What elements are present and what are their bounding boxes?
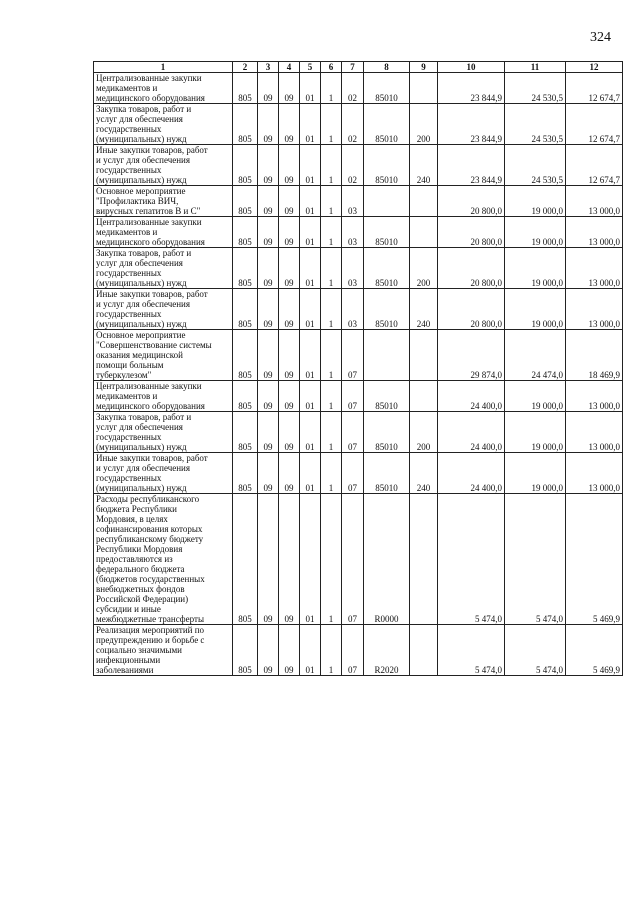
- amount-year-1: 5 474,0: [438, 625, 505, 676]
- expense-type-code: 240: [410, 145, 438, 186]
- row-description: [94, 330, 233, 381]
- section-code: 09: [258, 494, 279, 625]
- table-row: [94, 145, 623, 186]
- row-description: [94, 104, 233, 145]
- description-line: федерального бюджета: [96, 564, 185, 574]
- amount-year-1: 23 844,9: [438, 104, 505, 145]
- amount-year-3: 13 000,0: [566, 289, 623, 330]
- table-row: [94, 625, 623, 676]
- direction-code: 85010: [364, 381, 410, 412]
- direction-code: [364, 186, 410, 217]
- description-line: Централизованные закупки: [96, 73, 202, 83]
- event-code: 07: [342, 494, 364, 625]
- col-header: 7: [342, 62, 364, 73]
- subsection-code: 09: [279, 381, 300, 412]
- amount-year-2: 19 000,0: [505, 248, 566, 289]
- table-row: [94, 494, 623, 625]
- expense-type-code: 200: [410, 104, 438, 145]
- amount-year-2: 19 000,0: [505, 289, 566, 330]
- description-line: софинансирования которых: [96, 524, 203, 534]
- expense-type-code: [410, 73, 438, 104]
- table-row: [94, 104, 623, 145]
- expense-type-code: [410, 494, 438, 625]
- description-line: Иные закупки товаров, работ: [96, 289, 208, 299]
- row-description: [94, 217, 233, 248]
- col-header: 2: [233, 62, 258, 73]
- description-line: и услуг для обеспечения: [96, 299, 191, 309]
- description-line: государственных: [96, 165, 162, 175]
- expense-type-code: [410, 217, 438, 248]
- col-header: 4: [279, 62, 300, 73]
- direction-code: [364, 330, 410, 381]
- admin-code: 805: [233, 248, 258, 289]
- description-line: "Совершенствование системы: [96, 340, 212, 350]
- col-header: 11: [505, 62, 566, 73]
- event-code: 02: [342, 73, 364, 104]
- subprogram-code: 1: [321, 248, 342, 289]
- row-description: [94, 73, 233, 104]
- table-row: [94, 330, 623, 381]
- event-code: 07: [342, 625, 364, 676]
- description-line: Расходы республиканского: [96, 494, 200, 504]
- header-row: [94, 62, 623, 73]
- subprogram-code: 1: [321, 145, 342, 186]
- program-code: 01: [300, 145, 321, 186]
- subprogram-code: 1: [321, 330, 342, 381]
- expense-type-code: [410, 186, 438, 217]
- description-line: (муниципальных) нужд: [96, 134, 187, 144]
- admin-code: 805: [233, 145, 258, 186]
- event-code: 07: [342, 330, 364, 381]
- amount-year-1: 23 844,9: [438, 73, 505, 104]
- row-description: [94, 289, 233, 330]
- description-line: субсидии и иные: [96, 604, 161, 614]
- table-row: [94, 248, 623, 289]
- description-line: социально значимыми: [96, 645, 182, 655]
- amount-year-1: 20 800,0: [438, 289, 505, 330]
- subsection-code: 09: [279, 453, 300, 494]
- expense-type-code: [410, 625, 438, 676]
- admin-code: 805: [233, 453, 258, 494]
- subprogram-code: 1: [321, 625, 342, 676]
- program-code: 01: [300, 289, 321, 330]
- admin-code: 805: [233, 625, 258, 676]
- event-code: 07: [342, 381, 364, 412]
- admin-code: 805: [233, 186, 258, 217]
- subprogram-code: 1: [321, 186, 342, 217]
- amount-year-3: 13 000,0: [566, 186, 623, 217]
- section-code: 09: [258, 73, 279, 104]
- expense-type-code: 240: [410, 289, 438, 330]
- expense-type-code: 200: [410, 412, 438, 453]
- description-line: Реализация мероприятий по: [96, 625, 205, 635]
- description-line: инфекционными: [96, 655, 161, 665]
- section-code: 09: [258, 412, 279, 453]
- description-line: Иные закупки товаров, работ: [96, 145, 208, 155]
- amount-year-1: 23 844,9: [438, 145, 505, 186]
- description-line: Закупка товаров, работ и: [96, 248, 192, 258]
- section-code: 09: [258, 625, 279, 676]
- subsection-code: 09: [279, 104, 300, 145]
- amount-year-1: 5 474,0: [438, 494, 505, 625]
- description-line: Основное мероприятие: [96, 186, 186, 196]
- program-code: 01: [300, 494, 321, 625]
- program-code: 01: [300, 625, 321, 676]
- description-line: (муниципальных) нужд: [96, 175, 187, 185]
- subprogram-code: 1: [321, 104, 342, 145]
- row-description: [94, 186, 233, 217]
- subprogram-code: 1: [321, 412, 342, 453]
- amount-year-2: 5 474,0: [505, 625, 566, 676]
- row-description: [94, 494, 233, 625]
- description-line: Централизованные закупки: [96, 217, 202, 227]
- description-line: медицинского оборудования: [96, 401, 205, 411]
- amount-year-1: 24 400,0: [438, 412, 505, 453]
- description-line: Закупка товаров, работ и: [96, 412, 192, 422]
- description-line: и услуг для обеспечения: [96, 155, 191, 165]
- amount-year-3: 13 000,0: [566, 248, 623, 289]
- subprogram-code: 1: [321, 217, 342, 248]
- subsection-code: 09: [279, 330, 300, 381]
- event-code: 03: [342, 186, 364, 217]
- subsection-code: 09: [279, 494, 300, 625]
- description-line: медикаментов и: [96, 391, 158, 401]
- program-code: 01: [300, 248, 321, 289]
- event-code: 07: [342, 412, 364, 453]
- description-line: "Профилактика ВИЧ,: [96, 196, 179, 206]
- subprogram-code: 1: [321, 453, 342, 494]
- amount-year-2: 24 530,5: [505, 145, 566, 186]
- section-code: 09: [258, 145, 279, 186]
- direction-code: 85010: [364, 104, 410, 145]
- row-description: [94, 625, 233, 676]
- amount-year-2: 24 530,5: [505, 104, 566, 145]
- subsection-code: 09: [279, 145, 300, 186]
- amount-year-1: 20 800,0: [438, 217, 505, 248]
- expense-type-code: [410, 381, 438, 412]
- description-line: (бюджетов государственных: [96, 574, 205, 584]
- section-code: 09: [258, 289, 279, 330]
- row-description: [94, 381, 233, 412]
- subsection-code: 09: [279, 186, 300, 217]
- admin-code: 805: [233, 412, 258, 453]
- direction-code: R0000: [364, 494, 410, 625]
- table-row: [94, 186, 623, 217]
- description-line: (муниципальных) нужд: [96, 319, 187, 329]
- amount-year-2: 19 000,0: [505, 186, 566, 217]
- admin-code: 805: [233, 73, 258, 104]
- description-line: Централизованные закупки: [96, 381, 202, 391]
- program-code: 01: [300, 73, 321, 104]
- col-header: 9: [410, 62, 438, 73]
- subsection-code: 09: [279, 289, 300, 330]
- program-code: 01: [300, 381, 321, 412]
- amount-year-3: 5 469,9: [566, 494, 623, 625]
- description-line: Иные закупки товаров, работ: [96, 453, 208, 463]
- description-line: услуг для обеспечения: [96, 114, 183, 124]
- event-code: 03: [342, 217, 364, 248]
- description-line: заболеваниями: [96, 665, 154, 675]
- description-line: медикаментов и: [96, 83, 158, 93]
- amount-year-3: 18 469,9: [566, 330, 623, 381]
- amount-year-3: 13 000,0: [566, 381, 623, 412]
- amount-year-2: 19 000,0: [505, 412, 566, 453]
- amount-year-3: 13 000,0: [566, 453, 623, 494]
- description-line: предоставляются из: [96, 554, 173, 564]
- row-description: [94, 453, 233, 494]
- description-line: (муниципальных) нужд: [96, 278, 187, 288]
- table-row: [94, 73, 623, 104]
- subprogram-code: 1: [321, 494, 342, 625]
- subprogram-code: 1: [321, 73, 342, 104]
- event-code: 02: [342, 145, 364, 186]
- admin-code: 805: [233, 104, 258, 145]
- page-number: 324: [590, 30, 611, 45]
- subsection-code: 09: [279, 73, 300, 104]
- amount-year-2: 5 474,0: [505, 494, 566, 625]
- table-row: [94, 412, 623, 453]
- description-line: республиканскому бюджету: [96, 534, 204, 544]
- description-line: Закупка товаров, работ и: [96, 104, 192, 114]
- direction-code: 85010: [364, 248, 410, 289]
- subprogram-code: 1: [321, 289, 342, 330]
- description-line: государственных: [96, 473, 162, 483]
- program-code: 01: [300, 104, 321, 145]
- amount-year-1: 29 874,0: [438, 330, 505, 381]
- description-line: государственных: [96, 432, 162, 442]
- program-code: 01: [300, 217, 321, 248]
- amount-year-3: 13 000,0: [566, 412, 623, 453]
- amount-year-3: 5 469,9: [566, 625, 623, 676]
- description-line: государственных: [96, 309, 162, 319]
- amount-year-2: 19 000,0: [505, 453, 566, 494]
- subsection-code: 09: [279, 248, 300, 289]
- amount-year-2: 19 000,0: [505, 217, 566, 248]
- description-line: оказания медицинской: [96, 350, 183, 360]
- description-line: межбюджетные трансферты: [96, 614, 204, 624]
- budget-table: [93, 61, 623, 676]
- program-code: 01: [300, 412, 321, 453]
- direction-code: 85010: [364, 453, 410, 494]
- direction-code: 85010: [364, 217, 410, 248]
- amount-year-3: 12 674,7: [566, 104, 623, 145]
- col-header: 1: [94, 62, 233, 73]
- description-line: (муниципальных) нужд: [96, 483, 187, 493]
- event-code: 07: [342, 453, 364, 494]
- section-code: 09: [258, 217, 279, 248]
- description-line: Республики Мордовия: [96, 544, 183, 554]
- section-code: 09: [258, 186, 279, 217]
- description-line: Российской Федерации): [96, 594, 189, 604]
- amount-year-3: 12 674,7: [566, 145, 623, 186]
- col-header: 5: [300, 62, 321, 73]
- program-code: 01: [300, 186, 321, 217]
- section-code: 09: [258, 330, 279, 381]
- table-row: [94, 289, 623, 330]
- event-code: 03: [342, 248, 364, 289]
- amount-year-2: 24 474,0: [505, 330, 566, 381]
- section-code: 09: [258, 248, 279, 289]
- description-line: услуг для обеспечения: [96, 422, 183, 432]
- admin-code: 805: [233, 381, 258, 412]
- program-code: 01: [300, 330, 321, 381]
- col-header: 3: [258, 62, 279, 73]
- direction-code: R2020: [364, 625, 410, 676]
- description-line: государственных: [96, 268, 162, 278]
- description-line: медицинского оборудования: [96, 237, 205, 247]
- description-line: медикаментов и: [96, 227, 158, 237]
- description-line: Мордовия, в целях: [96, 514, 168, 524]
- subprogram-code: 1: [321, 381, 342, 412]
- admin-code: 805: [233, 289, 258, 330]
- amount-year-2: 24 530,5: [505, 73, 566, 104]
- table-row: [94, 453, 623, 494]
- admin-code: 805: [233, 330, 258, 381]
- admin-code: 805: [233, 494, 258, 625]
- description-line: Основное мероприятие: [96, 330, 186, 340]
- description-line: туберкулезом": [96, 370, 152, 380]
- description-line: предупреждению и борьбе с: [96, 635, 205, 645]
- description-line: услуг для обеспечения: [96, 258, 183, 268]
- expense-type-code: 200: [410, 248, 438, 289]
- col-header: 10: [438, 62, 505, 73]
- description-line: (муниципальных) нужд: [96, 442, 187, 452]
- expense-type-code: 240: [410, 453, 438, 494]
- col-header: 12: [566, 62, 623, 73]
- expense-type-code: [410, 330, 438, 381]
- col-header: 8: [364, 62, 410, 73]
- row-description: [94, 145, 233, 186]
- description-line: и услуг для обеспечения: [96, 463, 191, 473]
- amount-year-1: 20 800,0: [438, 186, 505, 217]
- table-row: [94, 217, 623, 248]
- direction-code: 85010: [364, 289, 410, 330]
- section-code: 09: [258, 104, 279, 145]
- description-line: помощи больным: [96, 360, 164, 370]
- amount-year-3: 12 674,7: [566, 73, 623, 104]
- event-code: 03: [342, 289, 364, 330]
- table-row: [94, 381, 623, 412]
- description-line: внебюджетных фондов: [96, 584, 185, 594]
- subsection-code: 09: [279, 217, 300, 248]
- amount-year-2: 19 000,0: [505, 381, 566, 412]
- col-header: 6: [321, 62, 342, 73]
- section-code: 09: [258, 453, 279, 494]
- subsection-code: 09: [279, 625, 300, 676]
- row-description: [94, 248, 233, 289]
- subsection-code: 09: [279, 412, 300, 453]
- amount-year-1: 24 400,0: [438, 453, 505, 494]
- section-code: 09: [258, 381, 279, 412]
- description-line: вирусных гепатитов В и С": [96, 206, 201, 216]
- program-code: 01: [300, 453, 321, 494]
- amount-year-1: 20 800,0: [438, 248, 505, 289]
- amount-year-3: 13 000,0: [566, 217, 623, 248]
- description-line: бюджета Республики: [96, 504, 177, 514]
- direction-code: 85010: [364, 145, 410, 186]
- admin-code: 805: [233, 217, 258, 248]
- direction-code: 85010: [364, 73, 410, 104]
- description-line: медицинского оборудования: [96, 93, 205, 103]
- description-line: государственных: [96, 124, 162, 134]
- direction-code: 85010: [364, 412, 410, 453]
- row-description: [94, 412, 233, 453]
- event-code: 02: [342, 104, 364, 145]
- amount-year-1: 24 400,0: [438, 381, 505, 412]
